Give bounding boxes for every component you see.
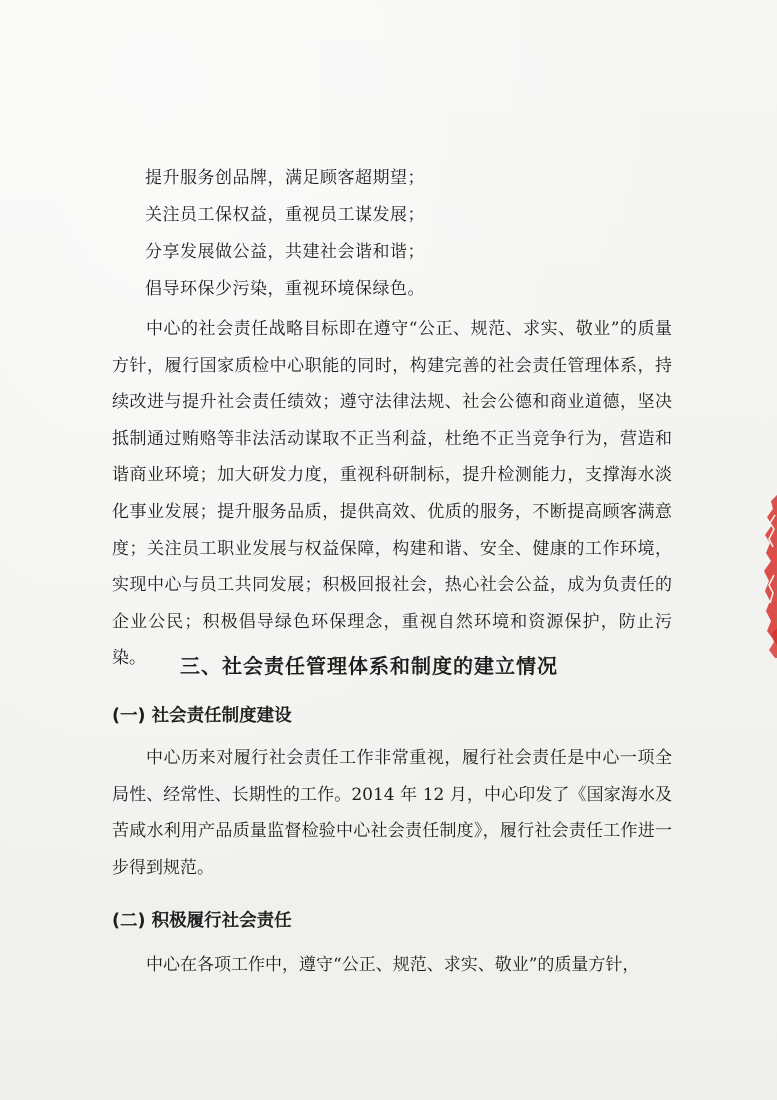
slogan-line: 关注员工保权益，重视员工谋发展； — [145, 205, 425, 225]
subsection-heading: (一) 社会责任制度建设 — [112, 706, 292, 726]
slogan-line: 分享发展做公益，共建社会谐和谐； — [145, 242, 425, 262]
red-seal-fragment — [763, 628, 777, 658]
system-paragraph: 中心历来对履行社会责任工作非常重视，履行社会责任是中心一项全局性、经常性、长期性的工作。2014 年 12 月，中心印发了《国家海水及苦咸水利用产品质量监督检验中心社会责任制度》，履行社会责任工作进一步得到规范。 — [112, 748, 672, 878]
practice-paragraph: 中心在各项工作中，遵守“公正、规范、求实、敬业”的质量方针， — [146, 955, 640, 975]
slogan-list — [145, 160, 425, 308]
section-heading: 三、社会责任管理体系和制度的建立情况 — [180, 654, 558, 678]
subsection-heading: (二) 积极履行社会责任 — [112, 911, 292, 931]
slogan-line: 提升服务创品牌，满足顾客超期望； — [145, 168, 425, 188]
slogan-line: 倡导环保少污染，重视环境保绿色。 — [145, 279, 425, 299]
red-seal-fragment — [761, 495, 777, 645]
strategy-paragraph: 中心的社会责任战略目标即在遵守“公正、规范、求实、敬业”的质量方针，履行国家质检中心职能的同时，构建完善的社会责任管理体系，持续改进与提升社会责任绩效；遵守法律法规、社会公德和商业道德，坚决抵制通过贿赂等非法活动谋取不正当利益，杜绝不正当竞争行为，营造和谐商业环境；加大研发力度，重视科研制标，提升检测能力，支撑海水淡化事业发展；提升服务品质，提供高效、优质的服务，不断提高顾客满意度；关注员工职业发展与权益保障，构建和谐、安全、健康的工作环境，实现中心与员工共同发展；积极回报社会，热心社会公益，成为负责任的企业公民；积极倡导绿色环保理念，重视自然环境和资源保护，防止污染。 — [112, 319, 672, 669]
